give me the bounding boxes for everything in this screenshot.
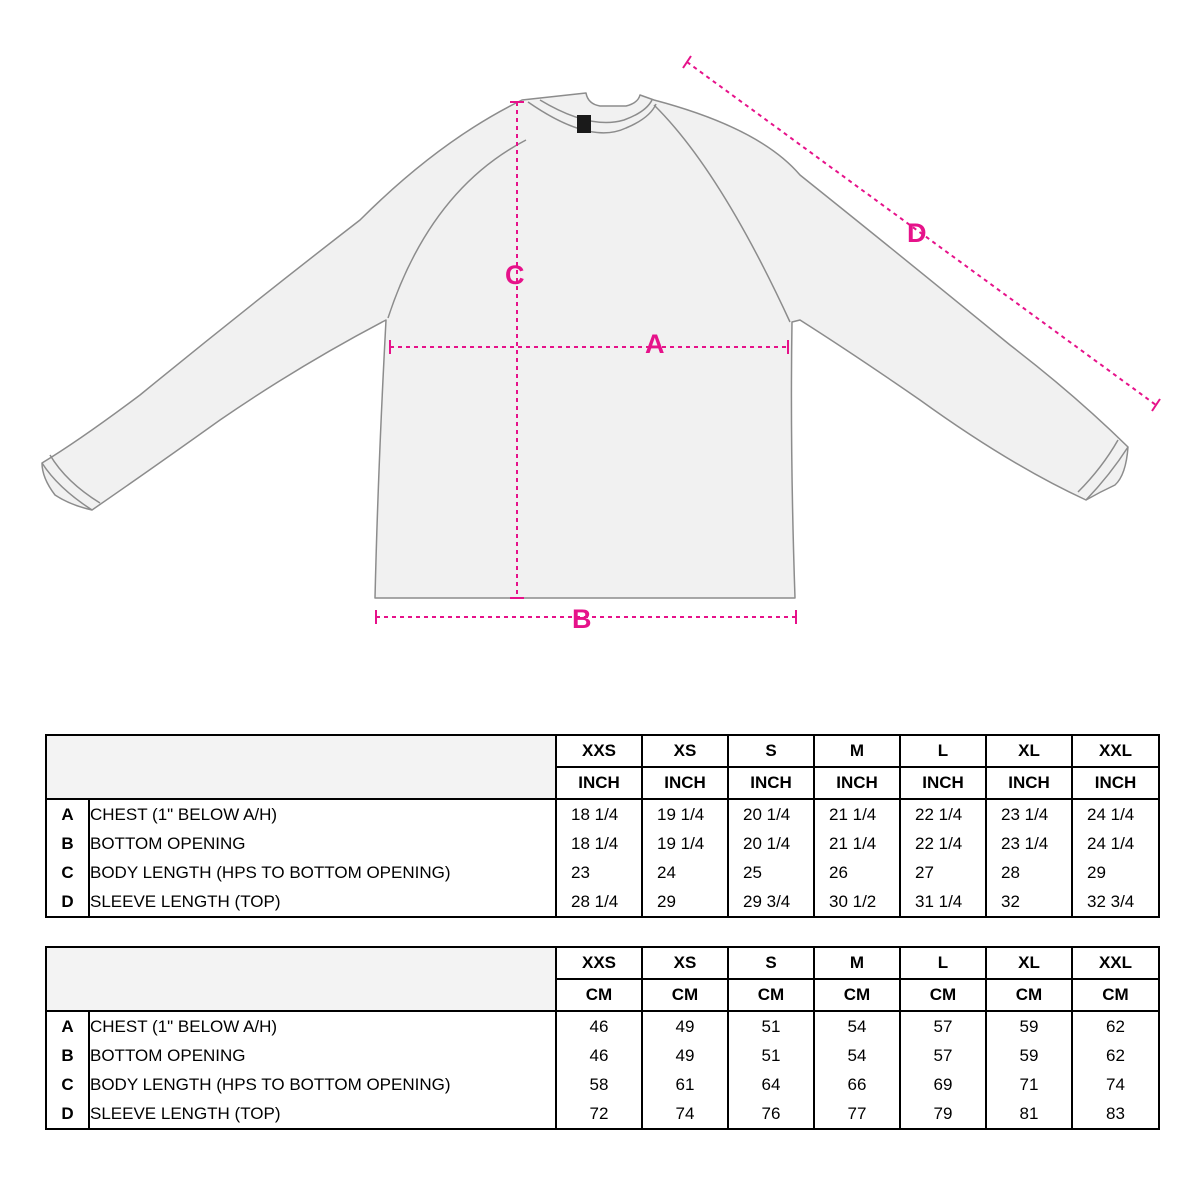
value-cell: 30 1/2 [814,887,900,916]
value-cell: 76 [728,1099,814,1128]
value-cell: 27 [900,858,986,887]
row-letter: B [47,1041,89,1070]
inch-table [47,736,1158,916]
value-cell: 69 [900,1070,986,1099]
row-letter: A [47,1011,89,1041]
row-label: BODY LENGTH (HPS TO BOTTOM OPENING) [89,858,556,887]
table-row [47,799,1158,829]
value-cell: 77 [814,1099,900,1128]
unit-header-s: INCH [728,767,814,799]
unit-header-xs: CM [642,979,728,1011]
value-cell: 46 [556,1041,642,1070]
size-header-l: L [900,736,986,767]
value-cell: 62 [1106,1045,1125,1065]
size-header-s: S [728,948,814,979]
value-cell: 59 [986,1011,1072,1041]
size-header-xxs: XXS [556,948,642,979]
table-row [47,1099,1158,1128]
value-cell: 19 1/4 [642,799,728,829]
table-row [47,1070,1158,1099]
value-cell: 19 1/4 [642,829,728,858]
table-row [47,887,1158,916]
row-label: SLEEVE LENGTH (TOP) [89,887,556,916]
size-header-row [47,948,1158,979]
value-cell: 29 [1087,862,1106,882]
value-cell: 18 1/4 [556,829,642,858]
value-cell: 29 3/4 [728,887,814,916]
row-letter: D [47,1099,89,1128]
table-row [47,858,1158,887]
unit-header-l: INCH [900,767,986,799]
value-cell: 61 [642,1070,728,1099]
row-letter: C [47,858,89,887]
value-cell: 28 [986,858,1072,887]
size-header-xl: XL [986,736,1072,767]
value-cell: 49 [642,1041,728,1070]
unit-header-m: CM [814,979,900,1011]
row-label: BOTTOM OPENING [89,829,556,858]
unit-header-xxs: INCH [556,767,642,799]
value-cell: 18 1/4 [556,799,642,829]
row-letter: D [47,887,89,916]
value-cell: 57 [900,1011,986,1041]
size-header-m: M [814,736,900,767]
table-row [47,1041,1158,1070]
unit-header-xxs: CM [556,979,642,1011]
value-cell: 23 [556,858,642,887]
size-header-xxl: XXL [1072,736,1158,767]
size-header-l: L [900,948,986,979]
unit-header-xxl: INCH [1072,767,1158,799]
unit-header-s: CM [728,979,814,1011]
value-cell: 21 1/4 [814,829,900,858]
value-cell: 64 [728,1070,814,1099]
row-label: BOTTOM OPENING [89,1041,556,1070]
row-letter: C [47,1070,89,1099]
value-cell: 24 1/4 [1087,833,1135,853]
value-cell: 62 [1106,1016,1125,1036]
unit-header-m: INCH [814,767,900,799]
value-cell: 74 [642,1099,728,1128]
label-b: B [572,604,592,634]
size-header-xxl: XXL [1072,948,1158,979]
value-cell: 21 1/4 [814,799,900,829]
value-cell: 79 [900,1099,986,1128]
table-row [47,829,1158,858]
value-cell: 57 [900,1041,986,1070]
size-header-s: S [728,736,814,767]
value-cell: 26 [814,858,900,887]
size-header-xxs: XXS [556,736,642,767]
row-label: SLEEVE LENGTH (TOP) [89,1099,556,1128]
size-header-xl: XL [986,948,1072,979]
unit-header-xs: INCH [642,767,728,799]
row-letter: A [47,799,89,829]
value-cell: 23 1/4 [986,799,1072,829]
value-cell: 20 1/4 [728,829,814,858]
long-sleeve-shirt-illustration [42,93,1128,598]
label-c: C [505,260,525,290]
value-cell: 32 3/4 [1087,891,1135,911]
value-cell: 25 [728,858,814,887]
value-cell: 23 1/4 [986,829,1072,858]
row-label: BODY LENGTH (HPS TO BOTTOM OPENING) [89,1070,556,1099]
row-letter: B [47,829,89,858]
value-cell: 29 [642,887,728,916]
header-blank-cell [47,948,556,1011]
value-cell: 59 [986,1041,1072,1070]
value-cell: 83 [1106,1103,1125,1123]
value-cell: 51 [728,1041,814,1070]
size-header-row [47,736,1158,767]
header-blank-cell [47,736,556,799]
unit-header-xl: INCH [986,767,1072,799]
table-row [47,1011,1158,1041]
row-label: CHEST (1" BELOW A/H) [89,1011,556,1041]
value-cell: 22 1/4 [900,799,986,829]
value-cell: 20 1/4 [728,799,814,829]
unit-header-xl: CM [986,979,1072,1011]
value-cell: 58 [556,1070,642,1099]
value-cell: 22 1/4 [900,829,986,858]
value-cell: 24 [642,858,728,887]
value-cell: 51 [728,1011,814,1041]
value-cell: 46 [556,1011,642,1041]
value-cell: 66 [814,1070,900,1099]
size-header-m: M [814,948,900,979]
label-a: A [645,329,665,359]
value-cell: 81 [986,1099,1072,1128]
size-header-xs: XS [642,948,728,979]
value-cell: 31 1/4 [900,887,986,916]
unit-header-l: CM [900,979,986,1011]
unit-header-xxl: CM [1072,979,1158,1011]
size-header-xs: XS [642,736,728,767]
size-chart-cm [45,946,1160,1130]
value-cell: 28 1/4 [556,887,642,916]
label-d: D [907,218,927,248]
size-chart-inch [45,734,1160,918]
value-cell: 49 [642,1011,728,1041]
value-cell: 54 [814,1011,900,1041]
row-label: CHEST (1" BELOW A/H) [89,799,556,829]
value-cell: 24 1/4 [1087,804,1135,824]
value-cell: 72 [556,1099,642,1128]
value-cell: 54 [814,1041,900,1070]
value-cell: 74 [1106,1074,1125,1094]
value-cell: 71 [986,1070,1072,1099]
cm-table [47,948,1158,1128]
value-cell: 32 [986,887,1072,916]
